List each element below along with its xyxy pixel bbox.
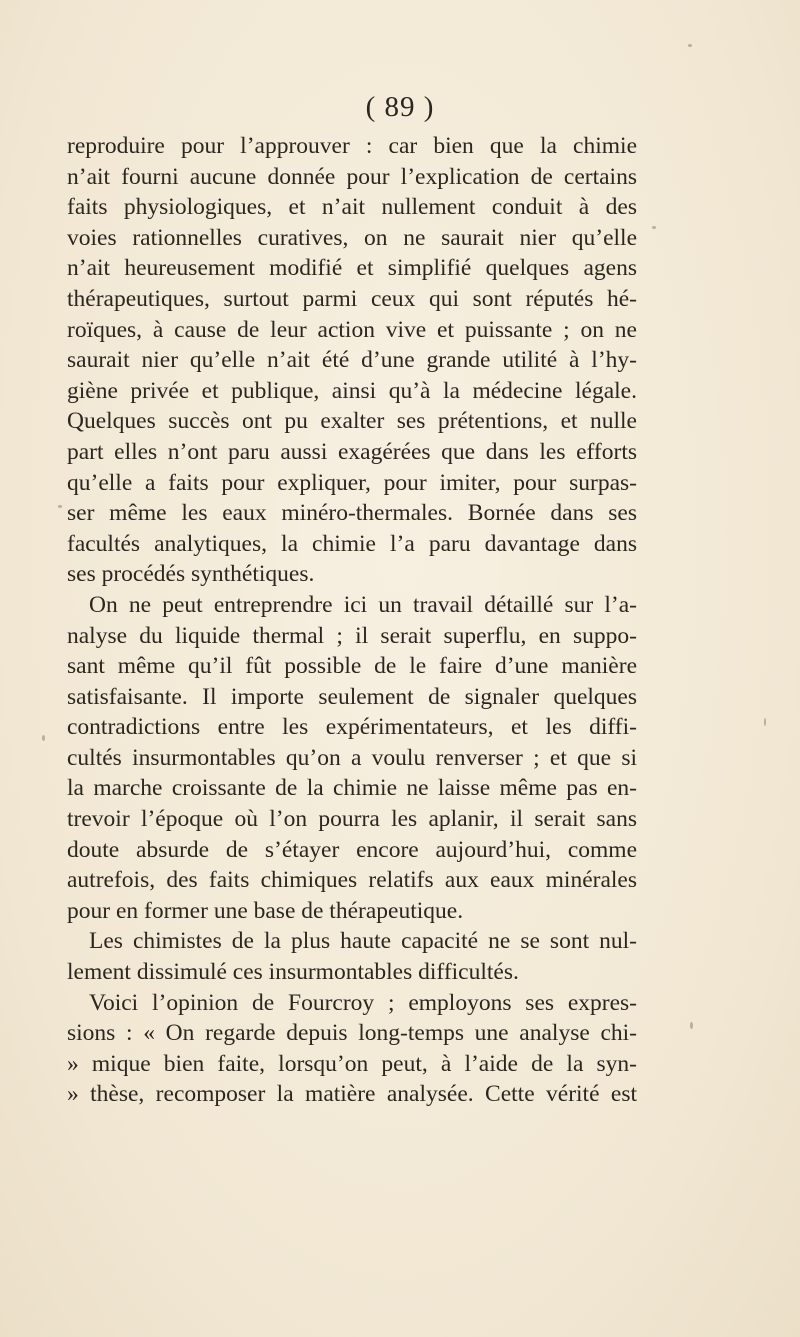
text-line: satisfaisante. Il importe seulement de signaler quelques	[67, 683, 637, 710]
text-line: ses procédés synthétiques.	[67, 561, 315, 588]
text-line: giène privée et publique, ainsi qu’à la médecine légale.	[67, 377, 637, 404]
text-line: » mique bien faite, lorsqu’on peut, à l’aide de la syn-	[67, 1050, 637, 1077]
text-line: reproduire pour l’approuver : car bien que la chimie	[67, 133, 637, 159]
paper-speck	[764, 718, 766, 726]
text-line: la marche croissante de la chimie ne laisse même pas en-	[67, 775, 637, 802]
text-line: ser même les eaux minéro-thermales. Bornée dans ses	[67, 500, 637, 527]
page-number: ( 89 )	[365, 91, 435, 123]
text-line: nalyse du liquide thermal ; il serait superflu, en suppo-	[67, 622, 637, 649]
text-line: thérapeutiques, surtout parmi ceux qui sont réputés hé-	[67, 285, 637, 312]
paper-speck	[688, 44, 692, 47]
paper-speck	[652, 226, 656, 229]
text-line: On ne peut entreprendre ici un travail détaillé sur l’a-	[89, 591, 637, 618]
text-line: contradictions entre les expérimentateurs, et les diffi-	[67, 714, 637, 741]
text-line: sant même qu’il fût possible de le faire d’une manière	[67, 653, 637, 680]
paper-speck	[42, 735, 45, 741]
text-line: autrefois, des faits chimiques relatifs aux eaux minérales	[67, 867, 637, 894]
text-line: trevoir l’époque où l’on pourra les aplanir, il serait sans	[67, 806, 637, 833]
text-line: voies rationnelles curatives, on ne saurait nier qu’elle	[67, 224, 637, 251]
text-line: lement dissimulé ces insurmontables difficultés.	[67, 959, 519, 986]
text-line: Les chimistes de la plus haute capacité ne se sont nul-	[89, 928, 637, 955]
text-line: » thèse, recomposer la matière analysée. Cette vérité est	[67, 1081, 637, 1108]
text-line: facultés analytiques, la chimie l’a paru davantage dans	[67, 530, 637, 557]
text-line: roïques, à cause de leur action vive et puissante ; on ne	[67, 316, 637, 343]
body-text	[67, 131, 637, 1110]
paper-speck	[690, 1022, 693, 1029]
text-line: pour en former une base de thérapeutique.	[67, 897, 464, 924]
text-line: faits physiologiques, et n’ait nullement conduit à des	[67, 194, 637, 221]
text-line: cultés insurmontables qu’on a voulu renverser ; et que si	[67, 744, 637, 771]
text-line: qu’elle a faits pour expliquer, pour imiter, pour surpas-	[67, 469, 637, 496]
text-line: n’ait heureusement modifié et simplifié quelques agens	[67, 255, 637, 282]
text-line: n’ait fourni aucune donnée pour l’explication de certains	[67, 163, 637, 190]
text-line: doute absurde de s’étayer encore aujourd’hui, comme	[67, 836, 637, 863]
text-line: Voici l’opinion de Fourcroy ; employons ses expres-	[89, 989, 637, 1016]
text-line: Quelques succès ont pu exalter ses prétentions, et nulle	[67, 408, 637, 435]
text-line: part elles n’ont paru aussi exagérées que dans les efforts	[67, 438, 637, 465]
text-line: sions : « On regarde depuis long-temps une analyse chi-	[67, 1020, 637, 1047]
paper-speck	[58, 505, 62, 508]
text-line: saurait nier qu’elle n’ait été d’une grande utilité à l’hy-	[67, 347, 637, 374]
